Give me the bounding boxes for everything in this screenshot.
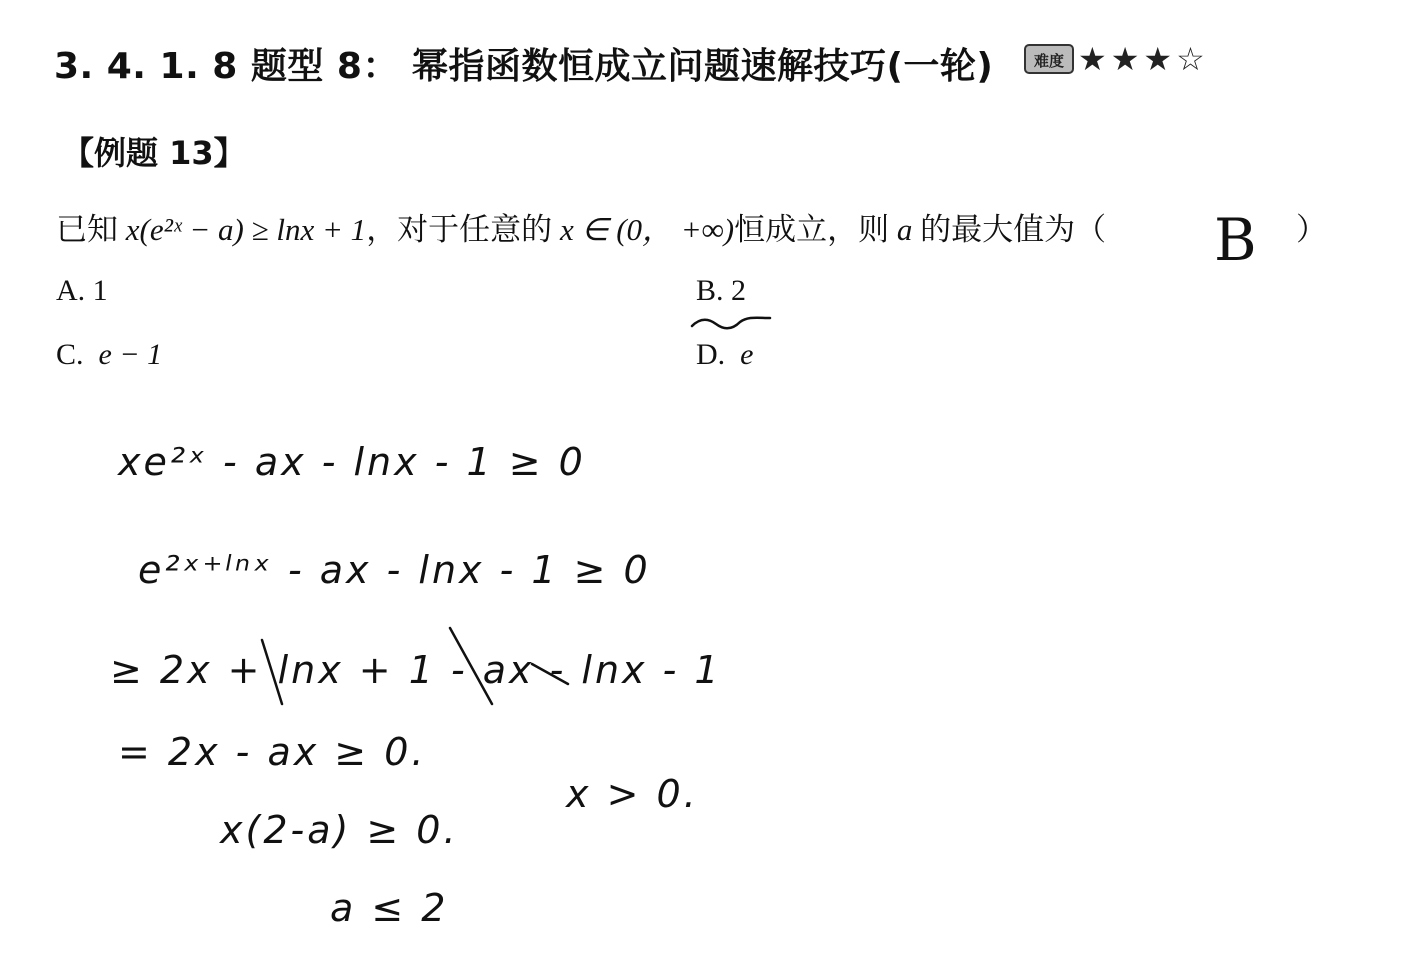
question-text-before: 已知 [56, 212, 126, 247]
handwritten-answer: B [1214, 206, 1260, 274]
question-text-end: 的最大值为（ [912, 212, 1107, 247]
example-label: 【例题 13】 [62, 134, 246, 172]
option-key: B. [696, 274, 724, 307]
handwritten-conclusion: a ≤ 2 [330, 886, 449, 930]
handwritten-step-1: xe²ˣ - ax - lnx - 1 ≥ 0 [118, 440, 586, 484]
star-filled-icon: ★ [1110, 40, 1140, 78]
difficulty-badge: 难度 [1024, 44, 1074, 74]
option-value: 1 [92, 274, 108, 307]
option-value: 2 [731, 274, 747, 307]
question-text-after: 恒成立，则 [734, 212, 897, 247]
star-filled-icon: ★ [1078, 40, 1107, 78]
answer-paren-close: ） [1296, 212, 1327, 247]
option-value: e [740, 338, 754, 371]
option-key: A. [56, 274, 86, 307]
handwritten-step-3: ≥ 2x + lnx + 1 - ax - lnx - 1 [110, 648, 722, 692]
handwritten-step-2: e²ˣ⁺ˡⁿˣ - ax - lnx - 1 ≥ 0 [138, 548, 651, 592]
handwritten-step-5: x(2-a) ≥ 0. [220, 808, 459, 852]
question-domain: x ∈ (0， +∞) [559, 212, 735, 247]
option-key: D. [696, 338, 726, 371]
question-text-mid: ，对于任意的 [366, 212, 560, 247]
option-value: e − 1 [98, 338, 163, 371]
option-key: C. [56, 338, 84, 371]
question-variable: a [896, 212, 913, 247]
star-filled-icon: ★ [1143, 40, 1173, 78]
handwritten-wavy-underline [692, 318, 770, 329]
star-empty-icon: ☆ [1176, 40, 1205, 78]
handwritten-step-4: = 2x - ax ≥ 0. [118, 730, 427, 774]
question-condition: x(e²ˣ − a) ≥ lnx + 1 [125, 212, 367, 247]
section-title: 3. 4. 1. 8 题型 8： 幂指函数恒成立问题速解技巧(一轮) [54, 46, 994, 87]
handwritten-note: x > 0. [566, 772, 699, 816]
